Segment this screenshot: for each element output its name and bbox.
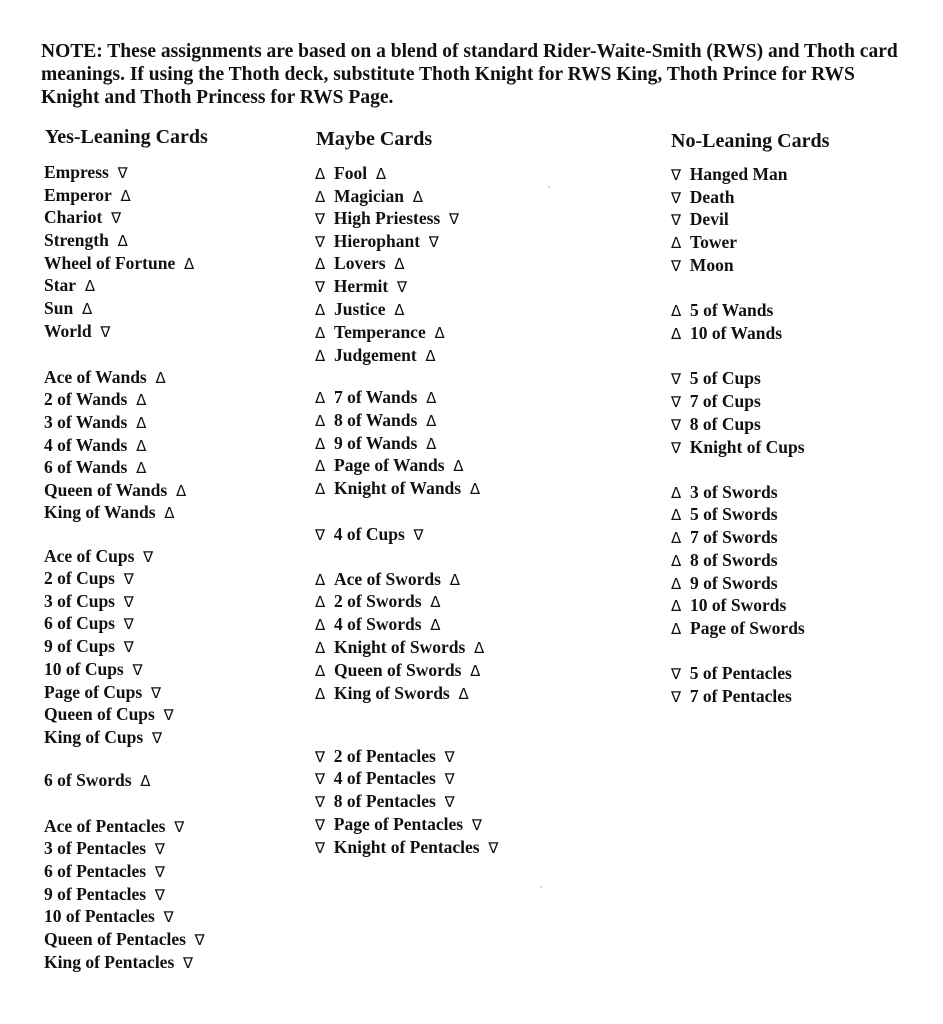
up-triangle-icon: Δ (140, 772, 151, 790)
down-triangle-icon: ∇ (194, 931, 205, 949)
card-entry (44, 388, 146, 411)
card-name: Devil (689, 209, 729, 229)
card-name: 9 of Wands (334, 433, 418, 453)
down-triangle-icon: ∇ (315, 839, 326, 857)
card-name: 10 of Swords (690, 595, 787, 615)
card-name: 8 of Swords (690, 550, 778, 570)
up-triangle-icon: Δ (117, 232, 128, 250)
card-entry (315, 207, 459, 230)
down-triangle-icon: ∇ (117, 164, 128, 182)
card-name: 7 of Wands (334, 387, 418, 407)
down-triangle-icon: ∇ (183, 954, 194, 972)
card-entry (44, 161, 128, 184)
card-entry (315, 790, 455, 813)
up-triangle-icon: Δ (449, 571, 460, 589)
card-entry (671, 208, 729, 231)
card-name: 5 of Pentacles (689, 663, 792, 683)
card-entry (44, 501, 175, 524)
up-triangle-icon: Δ (671, 302, 682, 320)
card-entry (44, 590, 134, 613)
up-triangle-icon: Δ (175, 482, 187, 500)
up-triangle-icon: Δ (474, 639, 485, 657)
card-entry (315, 568, 460, 591)
card-name: Star (44, 275, 77, 295)
up-triangle-icon: Δ (458, 685, 469, 703)
card-entry (315, 162, 386, 185)
card-name: 6 of Pentacles (44, 861, 147, 881)
card-entry (44, 658, 143, 681)
up-triangle-icon: Δ (183, 255, 195, 273)
card-entry (44, 545, 153, 568)
card-entry (671, 413, 761, 436)
card-name: Chariot (44, 207, 103, 227)
card-name: 7 of Pentacles (689, 686, 792, 706)
card-entry (671, 503, 778, 526)
down-triangle-icon: ∇ (174, 818, 185, 836)
up-triangle-icon: Δ (136, 391, 147, 409)
card-name: 10 of Pentacles (44, 906, 155, 926)
card-name: Ace of Pentacles (44, 816, 166, 836)
card-entry (44, 837, 165, 860)
card-entry (671, 299, 773, 322)
down-triangle-icon: ∇ (123, 615, 134, 633)
card-name: Moon (689, 255, 734, 275)
up-triangle-icon: Δ (375, 165, 387, 183)
down-triangle-icon: ∇ (154, 840, 165, 858)
card-name: 9 of Swords (690, 573, 778, 593)
card-name: 10 of Cups (44, 659, 124, 679)
card-entry (315, 613, 441, 636)
up-triangle-icon: Δ (315, 188, 326, 206)
up-triangle-icon: Δ (136, 437, 147, 455)
card-entry (44, 726, 162, 749)
card-name: 4 of Cups (333, 524, 405, 544)
down-triangle-icon: ∇ (315, 526, 326, 544)
card-name: 3 of Swords (690, 482, 778, 502)
card-name: Tower (690, 232, 738, 252)
card-name: High Priestess (333, 208, 441, 228)
card-name: 5 of Wands (690, 300, 774, 320)
card-entry (671, 436, 805, 459)
down-triangle-icon: ∇ (123, 638, 134, 656)
down-triangle-icon: ∇ (154, 863, 165, 881)
card-entry (315, 682, 469, 705)
card-name: Knight of Pentacles (333, 837, 480, 857)
card-entry (44, 769, 151, 792)
card-name: Empress (44, 162, 109, 182)
card-entry (671, 254, 734, 277)
card-entry (671, 481, 778, 504)
card-name: Knight of Wands (334, 478, 462, 498)
card-name: 8 of Cups (689, 414, 761, 434)
card-name: 4 of Pentacles (333, 768, 436, 788)
up-triangle-icon: Δ (469, 480, 481, 498)
down-triangle-icon: ∇ (671, 166, 682, 184)
up-triangle-icon: Δ (315, 165, 326, 183)
card-name: Sun (44, 298, 74, 318)
up-triangle-icon: Δ (671, 506, 682, 524)
down-triangle-icon: ∇ (671, 688, 682, 706)
down-triangle-icon: ∇ (151, 729, 162, 747)
up-triangle-icon: Δ (315, 662, 326, 680)
card-entry (315, 409, 436, 432)
card-entry (671, 594, 786, 617)
down-triangle-icon: ∇ (449, 210, 460, 228)
card-entry (44, 206, 121, 229)
card-name: Ace of Cups (44, 546, 135, 566)
up-triangle-icon: Δ (426, 435, 437, 453)
down-triangle-icon: ∇ (413, 526, 424, 544)
down-triangle-icon: ∇ (315, 210, 326, 228)
card-entry (44, 184, 131, 207)
card-entry (44, 612, 134, 635)
up-triangle-icon: Δ (430, 616, 441, 634)
up-triangle-icon: Δ (315, 480, 326, 498)
card-name: 2 of Wands (44, 389, 128, 409)
card-entry (44, 456, 146, 479)
card-entry (671, 322, 782, 345)
up-triangle-icon: Δ (671, 529, 682, 547)
card-entry (315, 344, 436, 367)
card-entry (671, 526, 778, 549)
card-name: 2 of Swords (334, 591, 422, 611)
card-entry (315, 185, 423, 208)
up-triangle-icon: Δ (315, 457, 326, 475)
up-triangle-icon: Δ (425, 347, 436, 365)
card-name: Ace of Swords (334, 569, 441, 589)
up-triangle-icon: Δ (315, 255, 326, 273)
up-triangle-icon: Δ (315, 593, 326, 611)
card-name: 3 of Pentacles (44, 838, 147, 858)
card-name: 6 of Wands (44, 457, 128, 477)
down-triangle-icon: ∇ (315, 233, 326, 251)
card-name: Page of Swords (690, 618, 805, 638)
card-name: Wheel of Fortune (44, 253, 176, 273)
card-entry (671, 186, 735, 209)
card-entry (44, 703, 174, 726)
up-triangle-icon: Δ (315, 412, 326, 430)
card-name: Ace of Wands (44, 367, 147, 387)
card-entry (44, 411, 146, 434)
up-triangle-icon: Δ (155, 369, 166, 387)
down-triangle-icon: ∇ (111, 209, 122, 227)
down-triangle-icon: ∇ (315, 278, 326, 296)
card-entry (44, 434, 146, 457)
up-triangle-icon: Δ (671, 620, 682, 638)
card-entry (671, 685, 792, 708)
card-name: Page of Wands (334, 455, 445, 475)
speck (540, 886, 542, 888)
down-triangle-icon: ∇ (132, 661, 143, 679)
no-leaning-header: No-Leaning Cards (671, 130, 830, 152)
down-triangle-icon: ∇ (444, 793, 455, 811)
card-name: King of Cups (44, 727, 144, 747)
down-triangle-icon: ∇ (488, 839, 499, 857)
card-entry (671, 390, 761, 413)
card-name: Queen of Pentacles (44, 929, 186, 949)
card-entry (44, 883, 165, 906)
card-entry (44, 229, 128, 252)
up-triangle-icon: Δ (671, 575, 682, 593)
down-triangle-icon: ∇ (315, 748, 326, 766)
card-name: 4 of Swords (334, 614, 422, 634)
card-entry (315, 252, 405, 275)
card-entry (44, 274, 95, 297)
down-triangle-icon: ∇ (315, 793, 326, 811)
down-triangle-icon: ∇ (143, 548, 154, 566)
card-entry (44, 252, 194, 275)
card-name: Queen of Wands (44, 480, 168, 500)
up-triangle-icon: Δ (120, 187, 131, 205)
down-triangle-icon: ∇ (671, 665, 682, 683)
card-entry (44, 681, 161, 704)
down-triangle-icon: ∇ (396, 278, 408, 296)
card-entry (315, 745, 455, 768)
card-name: 8 of Wands (334, 410, 418, 430)
card-entry (44, 479, 186, 502)
yes-leaning-header: Yes-Leaning Cards (45, 126, 208, 148)
card-entry (44, 951, 193, 974)
up-triangle-icon: Δ (315, 639, 326, 657)
up-triangle-icon: Δ (315, 435, 326, 453)
down-triangle-icon: ∇ (671, 189, 682, 207)
card-name: 3 of Cups (44, 591, 115, 611)
card-entry (315, 767, 455, 790)
card-name: Emperor (44, 185, 112, 205)
card-entry (44, 928, 205, 951)
card-name: King of Swords (334, 683, 450, 703)
up-triangle-icon: Δ (394, 255, 405, 273)
card-name: 5 of Swords (690, 504, 778, 524)
down-triangle-icon: ∇ (471, 816, 482, 834)
down-triangle-icon: ∇ (444, 770, 455, 788)
card-entry (44, 905, 174, 928)
down-triangle-icon: ∇ (671, 393, 682, 411)
down-triangle-icon: ∇ (444, 748, 455, 766)
card-name: 7 of Cups (689, 391, 761, 411)
up-triangle-icon: Δ (671, 234, 682, 252)
card-entry (44, 567, 134, 590)
card-name: 3 of Wands (44, 412, 128, 432)
card-name: 6 of Swords (44, 770, 132, 790)
card-entry (315, 230, 439, 253)
card-entry (315, 298, 405, 321)
up-triangle-icon: Δ (84, 277, 96, 295)
down-triangle-icon: ∇ (671, 416, 682, 434)
card-name: 6 of Cups (44, 613, 115, 633)
up-triangle-icon: Δ (315, 389, 326, 407)
up-triangle-icon: Δ (453, 457, 464, 475)
down-triangle-icon: ∇ (150, 684, 161, 702)
card-name: Magician (334, 186, 405, 206)
card-name: 8 of Pentacles (333, 791, 436, 811)
note-paragraph: NOTE: These assignments are based on a blend of standard Rider-Waite-Smith (RWS) and Thoth card meanings. If using the Thoth deck, substitute Thoth Knight for RWS King, Thoth Prince for RWS Knight and Thoth Princess for RWS Page. (41, 41, 898, 108)
card-name: Page of Pentacles (333, 814, 464, 834)
card-entry (44, 815, 184, 838)
card-entry (44, 860, 165, 883)
card-entry (44, 366, 166, 389)
card-name: 9 of Pentacles (44, 884, 147, 904)
card-entry (315, 386, 436, 409)
up-triangle-icon: Δ (394, 301, 405, 319)
card-name: Knight of Cups (689, 437, 805, 457)
card-entry (671, 163, 788, 186)
card-name: World (44, 321, 92, 341)
down-triangle-icon: ∇ (671, 257, 682, 275)
up-triangle-icon: Δ (164, 504, 175, 522)
card-entry (315, 636, 484, 659)
card-name: 2 of Cups (44, 568, 115, 588)
down-triangle-icon: ∇ (428, 233, 439, 251)
card-name: Hermit (333, 276, 389, 296)
card-name: 10 of Wands (690, 323, 783, 343)
down-triangle-icon: ∇ (123, 570, 134, 588)
up-triangle-icon: Δ (315, 347, 326, 365)
up-triangle-icon: Δ (470, 662, 481, 680)
card-name: Queen of Swords (334, 660, 462, 680)
card-name: 4 of Wands (44, 435, 128, 455)
card-entry (671, 572, 778, 595)
speck (548, 186, 550, 188)
card-name: Hierophant (333, 231, 421, 251)
up-triangle-icon: Δ (671, 597, 682, 615)
down-triangle-icon: ∇ (671, 439, 682, 457)
card-name: Knight of Swords (334, 637, 466, 657)
up-triangle-icon: Δ (671, 484, 682, 502)
card-name: Temperance (334, 322, 426, 342)
card-entry (315, 454, 464, 477)
card-entry (671, 231, 737, 254)
down-triangle-icon: ∇ (163, 908, 174, 926)
card-entry (315, 590, 441, 613)
card-name: Fool (334, 163, 368, 183)
card-entry (315, 523, 424, 546)
down-triangle-icon: ∇ (671, 370, 682, 388)
down-triangle-icon: ∇ (154, 886, 165, 904)
down-triangle-icon: ∇ (123, 593, 134, 611)
card-entry (315, 477, 480, 500)
up-triangle-icon: Δ (315, 616, 326, 634)
up-triangle-icon: Δ (434, 324, 445, 342)
card-name: 2 of Pentacles (333, 746, 436, 766)
up-triangle-icon: Δ (136, 414, 147, 432)
maybe-header: Maybe Cards (316, 128, 433, 150)
up-triangle-icon: Δ (315, 571, 326, 589)
card-name: Hanged Man (689, 164, 788, 184)
card-entry (44, 635, 134, 658)
card-name: Lovers (334, 253, 386, 273)
card-entry (315, 659, 480, 682)
card-name: King of Wands (44, 502, 156, 522)
card-entry (671, 549, 778, 572)
up-triangle-icon: Δ (315, 301, 326, 319)
down-triangle-icon: ∇ (671, 211, 682, 229)
card-name: Queen of Cups (44, 704, 155, 724)
card-name: 9 of Cups (44, 636, 115, 656)
up-triangle-icon: Δ (671, 325, 682, 343)
card-name: Justice (334, 299, 386, 319)
up-triangle-icon: Δ (426, 389, 437, 407)
up-triangle-icon: Δ (426, 412, 437, 430)
card-name: Death (689, 187, 735, 207)
card-entry (671, 617, 805, 640)
down-triangle-icon: ∇ (315, 770, 326, 788)
up-triangle-icon: Δ (136, 459, 147, 477)
up-triangle-icon: Δ (81, 300, 93, 318)
card-entry (315, 321, 445, 344)
card-name: 5 of Cups (689, 368, 761, 388)
card-entry (671, 662, 792, 685)
up-triangle-icon: Δ (315, 685, 326, 703)
down-triangle-icon: ∇ (163, 706, 174, 724)
card-entry (44, 320, 110, 343)
card-name: 7 of Swords (690, 527, 778, 547)
card-entry (315, 836, 498, 859)
up-triangle-icon: Δ (412, 188, 424, 206)
up-triangle-icon: Δ (315, 324, 326, 342)
card-entry (315, 813, 482, 836)
card-name: Page of Cups (44, 682, 143, 702)
card-name: King of Pentacles (44, 952, 175, 972)
up-triangle-icon: Δ (430, 593, 441, 611)
card-entry (315, 275, 407, 298)
card-entry (315, 432, 436, 455)
card-name: Judgement (334, 345, 417, 365)
card-entry (44, 297, 92, 320)
card-entry (671, 367, 761, 390)
down-triangle-icon: ∇ (315, 816, 326, 834)
up-triangle-icon: Δ (671, 552, 682, 570)
down-triangle-icon: ∇ (100, 323, 111, 341)
card-name: Strength (44, 230, 109, 250)
